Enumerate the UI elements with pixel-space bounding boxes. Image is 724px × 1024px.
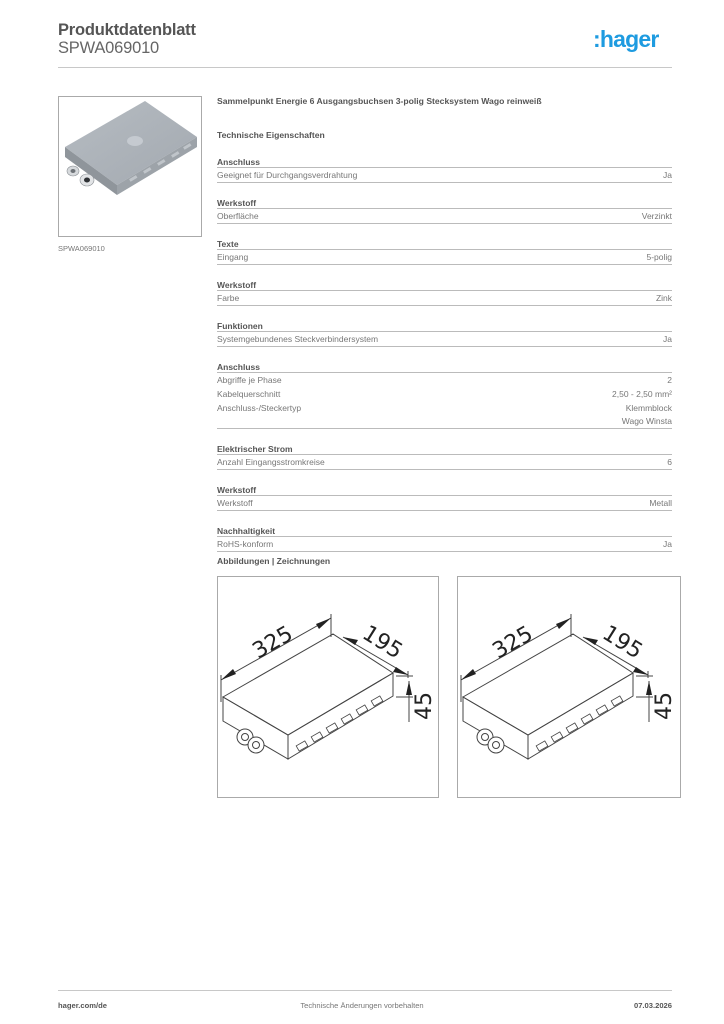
- page-title: Produktdatenblatt: [58, 21, 196, 39]
- spec-label: Kabelquerschnitt: [217, 389, 281, 399]
- dimension-drawing: [217, 576, 439, 798]
- spec-group: [217, 443, 672, 470]
- spec-group-title: Texte: [217, 238, 672, 250]
- dim-length: 325: [488, 621, 538, 665]
- spec-row: [217, 387, 672, 401]
- dimension-drawing-junction-box-icon: [458, 577, 682, 799]
- spec-value: Ja: [663, 539, 672, 549]
- spec-group: [217, 525, 672, 552]
- spec-label: Abgriffe je Phase: [217, 375, 282, 385]
- footer-note: Technische Änderungen vorbehalten: [300, 1001, 424, 1010]
- spec-value: Verzinkt: [641, 211, 672, 221]
- spec-row: [217, 401, 672, 428]
- spec-group-title: Anschluss: [217, 156, 672, 168]
- spec-label: Anzahl Eingangsstromkreise: [217, 457, 325, 467]
- spec-row: [217, 496, 672, 510]
- dimension-drawing-junction-box-icon: [218, 577, 440, 799]
- spec-row: [217, 168, 672, 182]
- footer-divider: [58, 990, 672, 991]
- header-divider: [58, 67, 672, 68]
- spec-group: [217, 361, 672, 429]
- spec-row: [217, 332, 672, 346]
- spec-group: [217, 238, 672, 265]
- spec-group: [217, 320, 672, 347]
- spec-label: Systemgebundenes Steckverbindersystem: [217, 334, 379, 344]
- product-photo: [58, 96, 202, 237]
- spec-group-title: Werkstoff: [217, 484, 672, 496]
- spec-group: [217, 484, 672, 511]
- spec-value-line: Klemmblock: [625, 403, 672, 413]
- drawings-section-title: Abbildungen | Zeichnungen: [217, 556, 331, 566]
- spec-row: [217, 209, 672, 223]
- spec-label: RoHS-konform: [217, 539, 274, 549]
- spec-label: Farbe: [217, 293, 240, 303]
- product-description: Sammelpunkt Energie 6 Ausgangsbuchsen 3-polig Stecksystem Wago reinweiß: [217, 96, 542, 106]
- spec-content: [217, 96, 672, 552]
- spec-label: Werkstoff: [217, 498, 253, 508]
- dim-height: 45: [652, 692, 677, 720]
- dim-length: 325: [248, 621, 298, 665]
- spec-label: Oberfläche: [217, 211, 259, 221]
- spec-group-title: Elektrischer Strom: [217, 443, 672, 455]
- spec-row: [217, 291, 672, 305]
- spec-value: Zink: [655, 293, 672, 303]
- spec-value-line: Wago Winsta: [621, 416, 672, 426]
- spec-group-title: Anschluss: [217, 361, 672, 373]
- spec-label: Anschluss-/Steckertyp: [217, 403, 302, 413]
- article-number: SPWA069010: [58, 39, 160, 57]
- spec-value: Ja: [663, 170, 672, 180]
- spec-value: Metall: [649, 498, 672, 508]
- spec-value: 2,50 - 2,50 mm²: [612, 389, 672, 399]
- spec-row: [217, 455, 672, 469]
- spec-group-title: Nachhaltigkeit: [217, 525, 672, 537]
- spec-group-title: Werkstoff: [217, 279, 672, 291]
- dim-height: 45: [412, 692, 437, 720]
- spec-value: 6: [667, 457, 672, 467]
- spec-group-title: Werkstoff: [217, 197, 672, 209]
- spec-label: Eingang: [217, 252, 249, 262]
- dim-width: 195: [357, 620, 407, 665]
- photo-caption: SPWA069010: [58, 244, 105, 253]
- dim-width: 195: [597, 620, 647, 665]
- spec-value: Ja: [663, 334, 672, 344]
- tech-section-title: Technische Eigenschaften: [217, 130, 325, 140]
- spec-group: [217, 156, 672, 183]
- spec-row: [217, 537, 672, 551]
- spec-label: Geeignet für Durchgangsverdrahtung: [217, 170, 358, 180]
- spec-row: [217, 373, 672, 387]
- dimension-drawing: [457, 576, 681, 798]
- spec-group: [217, 279, 672, 306]
- spec-row: [217, 250, 672, 264]
- spec-group: [217, 197, 672, 224]
- spec-value: 2: [667, 375, 672, 385]
- footer-date: 07.03.2026: [633, 1001, 672, 1010]
- spec-value: [622, 402, 672, 428]
- spec-group-title: Funktionen: [217, 320, 672, 332]
- footer-website-link[interactable]: hager.com/de: [58, 1001, 107, 1010]
- product-photo-junction-box-icon: [59, 97, 202, 237]
- hager-logo: :hager: [593, 26, 659, 52]
- spec-value: 5-polig: [646, 252, 672, 262]
